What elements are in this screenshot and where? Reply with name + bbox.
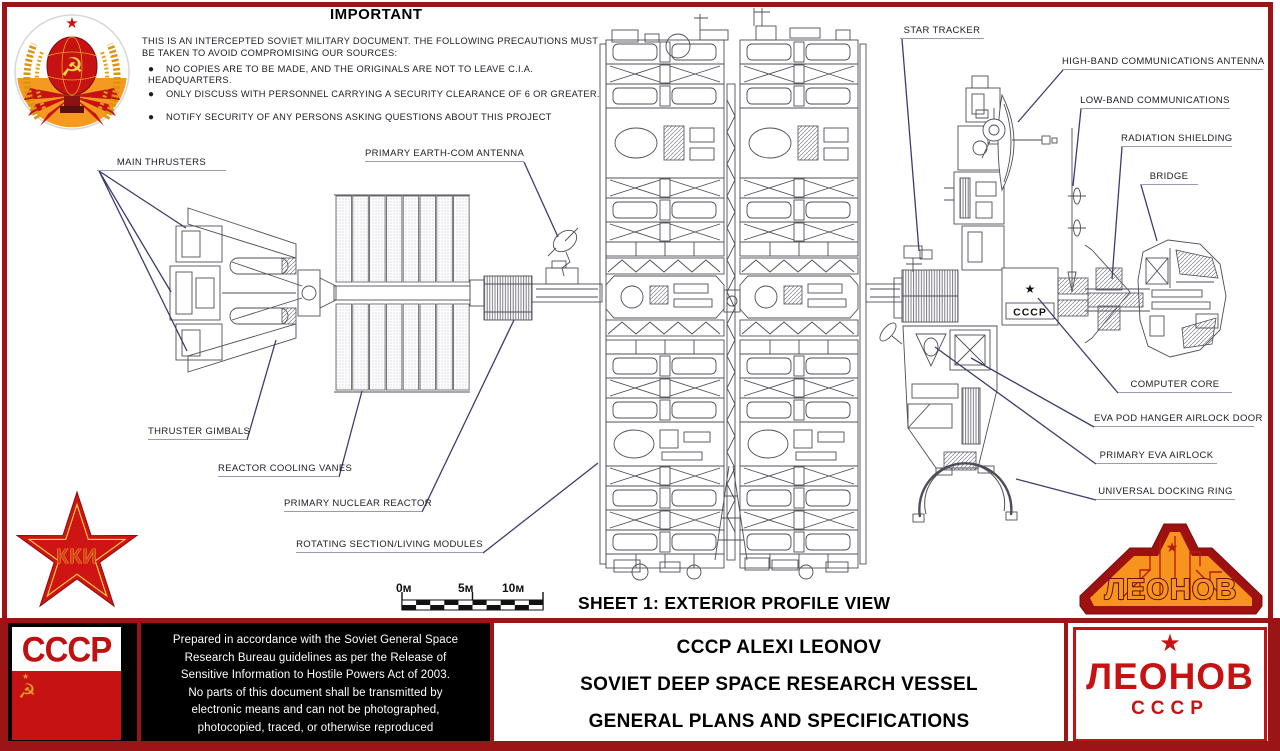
- warning-bullet: ● ONLY DISCUSS WITH PERSONNEL CARRYING A SECURITY CLEARANCE OF 6 OR GREATER.: [148, 89, 600, 100]
- callout-thruster-gimbals: THRUSTER GIMBALS: [148, 426, 247, 440]
- callout-low-band-comms: LOW-BAND COMMUNICATIONS: [1080, 95, 1230, 109]
- warning-intro: THIS IS AN INTERCEPTED SOVIET MILITARY DOCUMENT. THE FOLLOWING PRECAUTIONS MUST BE TAKEN TO AVOID COMPROMISING OUR SOURCES:: [142, 36, 599, 58]
- callout-earth-com-antenna: PRIMARY EARTH-COM ANTENNA: [365, 148, 524, 162]
- vessel-name: CCCP ALEXI LEONOV: [676, 636, 882, 658]
- title-block-band: [0, 618, 1280, 751]
- callout-docking-ring: UNIVERSAL DOCKING RING: [1096, 486, 1235, 500]
- emblem-hammer-sickle-icon: ☭: [60, 52, 84, 82]
- callout-primary-eva-airlock: PRIMARY EVA AIRLOCK: [1096, 450, 1217, 464]
- disclaimer-line: No parts of this document shall be transmitted by: [188, 686, 443, 699]
- vessel-type: SOVIET DEEP SPACE RESEARCH VESSEL: [580, 673, 978, 695]
- logo-name: ЛЕОНОВ: [1086, 656, 1254, 697]
- leonov-logo-block: [1068, 623, 1272, 746]
- eva-pod-bay: [877, 320, 997, 470]
- document-type: GENERAL PLANS AND SPECIFICATIONS: [588, 710, 970, 732]
- warning-bullet: ● NOTIFY SECURITY OF ANY PERSONS ASKING QUESTIONS ABOUT THIS PROJECT: [148, 112, 552, 123]
- disclaimer-line: electronic means and can not be photographed,: [191, 704, 440, 716]
- leonov-mission-patch: [1080, 524, 1262, 614]
- kki-star-stamp: [17, 492, 137, 606]
- patch-star-icon: ★: [1165, 539, 1179, 555]
- earth-com-antenna: [532, 226, 602, 302]
- emblem-star-icon: ★: [65, 15, 79, 32]
- disclaimer-block: [141, 623, 490, 746]
- bullet-icon: ●: [148, 89, 155, 100]
- logo-star-icon: ★: [1159, 630, 1181, 657]
- callout-rotating-section: ROTATING SECTION/LIVING MODULES: [296, 539, 483, 553]
- main-thruster-assembly: [170, 208, 336, 372]
- callout-high-band-antenna: HIGH-BAND COMMUNICATIONS ANTENNA: [1062, 56, 1263, 70]
- sheet-title: SHEET 1: EXTERIOR PROFILE VIEW: [578, 593, 891, 613]
- flag-hammer-sickle-icon: ☭: [18, 681, 36, 703]
- soviet-emblem: [15, 15, 129, 129]
- callout-bridge: BRIDGE: [1140, 171, 1198, 185]
- docking-ring: [913, 463, 1017, 522]
- aft-boom-module: [866, 270, 958, 322]
- craft-star-marking: ★: [1024, 282, 1036, 296]
- callout-eva-pod-door: EVA POD HANGER AIRLOCK DOOR: [1094, 413, 1254, 427]
- scale-tick-5m: 5м: [458, 581, 474, 595]
- disclaimer-line: photocopied, traced, or otherwise reproduced: [197, 721, 434, 734]
- bullet-icon: ●: [148, 64, 155, 75]
- callout-nuclear-reactor: PRIMARY NUCLEAR REACTOR: [284, 498, 422, 512]
- flag-star-icon: ★: [22, 672, 30, 681]
- cccp-flag-text: CCCP: [12, 627, 121, 672]
- bridge-hull: [1138, 240, 1226, 357]
- soviet-flag: [12, 671, 121, 740]
- reactor-cooling-vanes: [334, 195, 470, 392]
- bullet-icon: ●: [148, 112, 155, 123]
- cccp-flag-stamp: [8, 623, 137, 746]
- logo-country: CCCP: [1131, 698, 1209, 719]
- scale-tick-10m: 10м: [502, 581, 525, 595]
- star-tracker: [904, 76, 1004, 272]
- scale-tick-0m: 0м: [396, 581, 412, 595]
- callout-cooling-vanes: REACTOR COOLING VANES: [218, 463, 339, 477]
- disclaimer-line: Research Bureau guidelines as per the Release of: [184, 651, 447, 664]
- disclaimer-line: Prepared in accordance with the Soviet General Space: [172, 634, 459, 646]
- document-title-block: [494, 623, 1064, 746]
- callout-radiation-shielding: RADIATION SHIELDING: [1121, 133, 1232, 147]
- patch-name-text: ЛЕОНОВ: [1104, 574, 1238, 606]
- callout-star-tracker: STAR TRACKER: [900, 25, 984, 39]
- warning-title: IMPORTANT: [330, 6, 423, 23]
- radiation-shielding: [1085, 245, 1150, 343]
- callout-main-thrusters: MAIN THRUSTERS: [97, 157, 226, 171]
- kki-text: ККИ: [56, 546, 98, 568]
- callout-computer-core: COMPUTER CORE: [1118, 379, 1232, 393]
- warning-bullet: ● NO COPIES ARE TO BE MADE, AND THE ORIGINALS ARE NOT TO LEAVE C.I.A. HEADQUARTERS.: [148, 64, 534, 85]
- disclaimer-line: Sensitive Information to Hostile Powers Act of 2003.: [180, 669, 451, 681]
- primary-nuclear-reactor: [470, 276, 532, 320]
- leonov-logo-border: [1073, 627, 1267, 742]
- craft-cccp-marking: CCCP: [1013, 306, 1047, 319]
- rotating-section: [600, 8, 866, 580]
